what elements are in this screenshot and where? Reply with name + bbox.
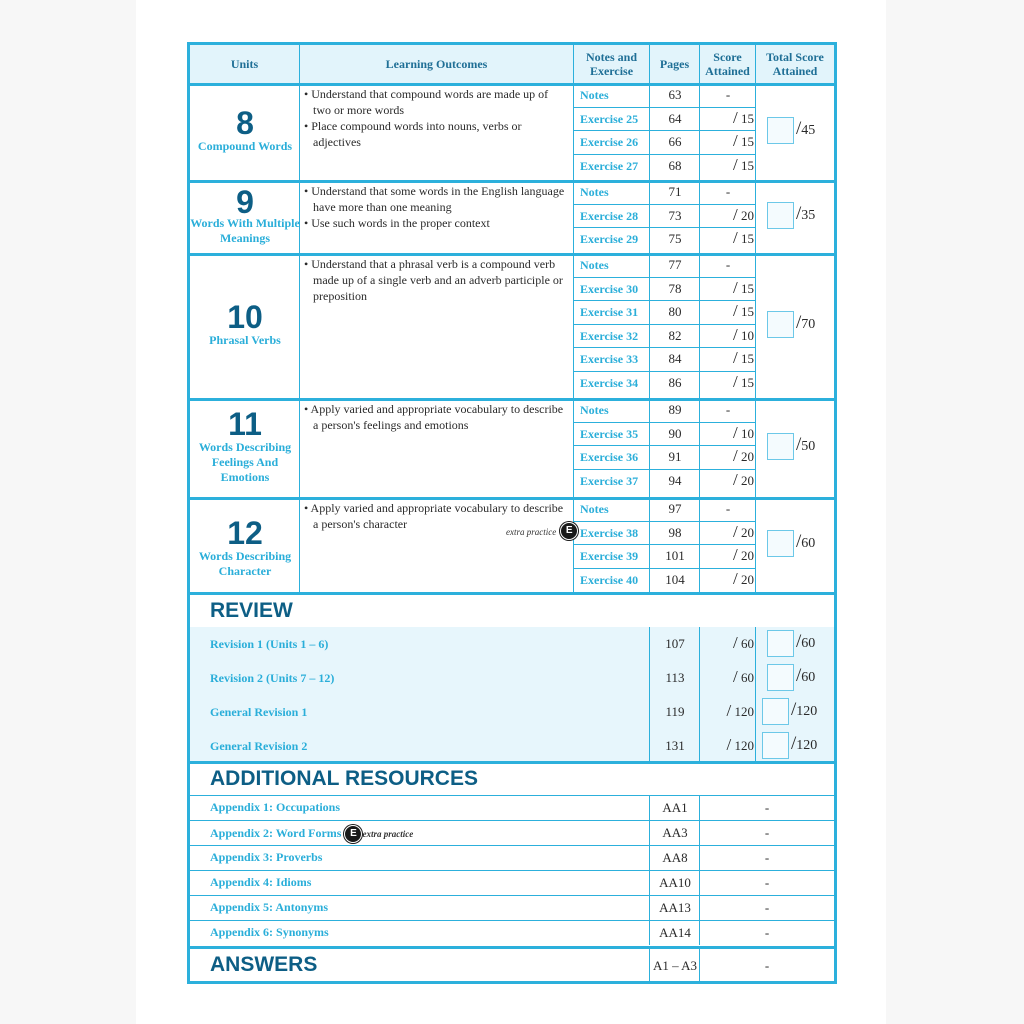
score-max: 60 (741, 670, 754, 685)
score-dash: - (764, 900, 770, 915)
total-score: /60 (796, 531, 816, 552)
page-number: 84 (668, 351, 682, 366)
score-out-of: / 15 (733, 277, 754, 297)
appendix-label: Appendix 4: Idioms (210, 875, 312, 889)
page-number: 71 (668, 184, 682, 199)
total-score-box[interactable] (762, 698, 789, 725)
score-max: 15 (741, 374, 754, 390)
page-number: 98 (668, 524, 682, 540)
page-number: 107 (665, 636, 685, 651)
score-max: 15 (741, 351, 754, 366)
page-number: 78 (668, 280, 682, 296)
extra-practice-text: extra practice (362, 828, 414, 839)
outcome-text: Understand that a phrasal verb is a compound verb made up of a single verb and an adverb participle or preposition (311, 257, 563, 303)
score-out-of: / 20 (733, 568, 754, 588)
outcome-item: • Use such words in the proper context (304, 216, 490, 230)
appendix-row (190, 845, 834, 870)
page-number: AA13 (659, 900, 691, 915)
score-max: 20 (741, 472, 754, 488)
unit-block (190, 180, 834, 253)
page-number: 75 (668, 231, 682, 246)
score-max: 120 (734, 704, 754, 719)
score-dash: - (725, 501, 731, 516)
appendix-row (190, 820, 834, 845)
appendix-item[interactable] (210, 875, 311, 890)
header-units: Units (190, 45, 300, 83)
outcome-text: Place compound words into nouns, verbs or adjectives (311, 119, 522, 149)
extra-practice-text: extra practice (506, 527, 557, 537)
outcome-item: • Apply varied and appropriate vocabulary to describe a person's character (304, 501, 564, 531)
total-max: 45 (801, 123, 816, 138)
score-out-of: / 10 (733, 324, 754, 344)
answers-score: - (764, 958, 770, 973)
appendix-row (190, 895, 834, 920)
extra-practice-icon: E (344, 825, 362, 843)
score-dash: - (764, 825, 770, 840)
unit-number: 11 (228, 406, 262, 442)
score-out-of: / 15 (733, 228, 754, 247)
page-number: AA8 (662, 850, 688, 865)
outcome-text: Use such words in the proper context (311, 216, 490, 230)
appendix-item[interactable] (210, 825, 413, 843)
review-row (190, 661, 834, 695)
score-dash: - (764, 850, 770, 865)
notes-exercise-label: Notes (580, 403, 609, 417)
unit-title: Compound Words (197, 139, 293, 153)
appendix-label: Appendix 3: Proverbs (210, 850, 323, 864)
score-dash: - (764, 925, 770, 940)
review-label: General Revision 2 (210, 739, 308, 753)
total-score-box[interactable] (767, 630, 794, 657)
page-number: 131 (665, 738, 685, 753)
total-score-box[interactable] (767, 530, 794, 557)
page-number: 89 (668, 402, 682, 417)
appendix-label: Appendix 5: Antonyms (210, 900, 329, 914)
page-number: 82 (668, 327, 682, 343)
page-number: AA3 (662, 825, 688, 840)
page-number: AA1 (662, 800, 688, 815)
header-total-score: Total Score Attained (766, 50, 824, 78)
score-out-of: / 15 (733, 154, 754, 174)
total-max: 60 (801, 636, 816, 651)
notes-exercise-label: Exercise 35 (580, 426, 639, 441)
page-number: 63 (668, 87, 682, 102)
notes-exercise-label: Exercise 33 (580, 352, 639, 366)
unit-block (190, 398, 834, 497)
total-max: 50 (801, 439, 816, 454)
score-max: 20 (741, 207, 754, 223)
header-notes-exercise: Notes and Exercise (574, 45, 650, 83)
total-max: 120 (796, 704, 818, 719)
total-score: /120 (791, 699, 818, 720)
score-dash: - (764, 875, 770, 890)
extra-practice-badge (506, 522, 578, 540)
score-out-of: / 10 (733, 422, 754, 442)
outcome-item: • Apply varied and appropriate vocabulary to describe a person's feelings and emotions (304, 402, 564, 432)
notes-exercise-label: Exercise 29 (580, 232, 639, 246)
learning-outcomes (304, 401, 566, 433)
appendix-row (190, 920, 834, 945)
total-score-box[interactable] (767, 117, 794, 144)
score-max: 20 (741, 548, 754, 563)
page-number: 80 (668, 304, 682, 319)
total-score-box[interactable] (762, 732, 789, 759)
outcome-text: Apply varied and appropriate vocabulary to describe a person's character (310, 501, 564, 531)
extra-practice-icon: E (560, 522, 578, 540)
notes-exercise-label: Exercise 25 (580, 111, 639, 126)
review-row (190, 729, 834, 763)
unit-title: Words Describing Character (198, 549, 292, 578)
additional-heading-row (190, 764, 834, 795)
score-max: 15 (741, 231, 754, 246)
total-score: /45 (796, 118, 816, 139)
total-max: 60 (801, 670, 816, 685)
unit-block (190, 497, 834, 592)
notes-exercise-label: Notes (580, 258, 609, 272)
notes-exercise-label: Notes (580, 185, 609, 199)
score-max: 20 (741, 571, 754, 587)
additional-heading: ADDITIONAL RESOURCES (210, 767, 478, 790)
header-learning-outcomes: Learning Outcomes (300, 45, 574, 83)
score-out-of: / 20 (733, 545, 754, 564)
score-max: 10 (741, 425, 754, 441)
page-number: 101 (665, 548, 685, 563)
notes-exercise-label: Exercise 27 (580, 158, 639, 173)
outcome-item: • Place compound words into nouns, verbs or adjectives (304, 119, 522, 149)
appendix-label: Appendix 1: Occupations (210, 800, 341, 814)
notes-exercise-label: Exercise 38 (580, 525, 639, 540)
notes-exercise-label: Exercise 37 (580, 473, 639, 488)
appendix-label: Appendix 2: Word Forms (210, 825, 342, 840)
page-number: 113 (665, 670, 685, 685)
score-out-of: / 15 (733, 131, 754, 150)
notes-exercise-label: Notes (580, 88, 609, 102)
total-max: 120 (796, 738, 818, 753)
page-number: 77 (668, 257, 682, 272)
review-heading-row (190, 595, 834, 627)
page-number: 119 (665, 704, 685, 719)
score-max: 15 (741, 280, 754, 296)
score-out-of: / 60 (733, 667, 754, 686)
score-max: 15 (741, 157, 754, 173)
appendix-label: Appendix 6: Synonyms (210, 925, 329, 939)
page-number: 73 (668, 207, 682, 223)
score-max: 10 (741, 327, 754, 343)
total-score: /60 (796, 665, 816, 686)
total-score: /50 (796, 434, 816, 455)
learning-outcomes (304, 86, 566, 150)
score-out-of: / 120 (726, 701, 754, 720)
total-max: 35 (801, 208, 816, 223)
unit-block (190, 83, 834, 180)
outcome-text: Understand that some words in the English language have more than one meaning (311, 184, 565, 214)
answers-pages: A1 – A3 (652, 958, 698, 973)
learning-outcomes (304, 256, 566, 304)
page-number: 66 (668, 134, 682, 149)
page-number: AA14 (659, 925, 691, 940)
unit-title: Phrasal Verbs (209, 333, 281, 347)
score-max: 20 (741, 524, 754, 540)
review-row (190, 695, 834, 729)
notes-exercise-label: Notes (580, 502, 609, 516)
header-pages: Pages (650, 45, 700, 83)
appendix-item[interactable] (210, 800, 340, 815)
notes-exercise-label: Exercise 26 (580, 135, 639, 149)
score-out-of: / 15 (733, 371, 754, 391)
unit-number: 12 (227, 515, 263, 551)
page-number: 97 (668, 501, 682, 516)
score-max: 15 (741, 134, 754, 149)
score-dash: - (764, 800, 770, 815)
score-out-of: / 120 (726, 735, 754, 754)
outcome-item: • Understand that compound words are made up of two or more words (304, 87, 549, 117)
unit-number: 10 (227, 299, 263, 335)
appendix-row (190, 870, 834, 895)
answers-heading: ANSWERS (210, 953, 318, 976)
score-out-of: / 60 (733, 633, 754, 652)
total-score-box[interactable] (767, 202, 794, 229)
score-max: 20 (741, 449, 754, 464)
unit-title: Words Describing Feelings And Emotions (198, 440, 292, 484)
score-out-of: / 20 (733, 469, 754, 489)
score-dash: - (725, 184, 731, 199)
page-number: AA10 (659, 875, 691, 890)
page-number: 68 (668, 157, 682, 173)
answers-label-cell (190, 949, 650, 981)
page-number: 91 (668, 449, 682, 464)
unit-block (190, 253, 834, 398)
notes-exercise-label: Exercise 30 (580, 281, 639, 296)
notes-exercise-label: Exercise 40 (580, 572, 639, 587)
total-score-box[interactable] (767, 433, 794, 460)
score-out-of: / 15 (733, 107, 754, 127)
score-dash: - (725, 402, 731, 417)
total-score: /120 (791, 733, 818, 754)
review-row (190, 627, 834, 661)
page-number: 86 (668, 374, 682, 390)
total-score: /35 (796, 203, 816, 224)
score-dash: - (725, 257, 731, 272)
appendix-item[interactable] (210, 850, 322, 865)
review-label: Revision 1 (Units 1 – 6) (210, 637, 329, 651)
total-score-box[interactable] (767, 664, 794, 691)
score-max: 120 (734, 738, 754, 753)
score-max: 15 (741, 110, 754, 126)
outcome-item: • Understand that some words in the English language have more than one meaning (304, 184, 565, 214)
page-number: 94 (668, 472, 682, 488)
header-score: Score Attained (700, 45, 756, 83)
notes-exercise-label: Exercise 34 (580, 375, 639, 390)
appendix-item[interactable] (210, 900, 328, 915)
outcome-text: Understand that compound words are made up of two or more words (311, 87, 549, 117)
outcome-text: Apply varied and appropriate vocabulary to describe a person's feelings and emotions (310, 402, 564, 432)
notes-exercise-label: Exercise 36 (580, 450, 639, 464)
appendix-item[interactable] (210, 925, 329, 940)
score-out-of: / 20 (733, 446, 754, 465)
notes-exercise-label: Exercise 32 (580, 328, 639, 343)
outcome-item: • Understand that a phrasal verb is a compound verb made up of a single verb and an adverb participle or preposition (304, 257, 563, 303)
review-heading: REVIEW (210, 599, 293, 622)
score-out-of: / 20 (733, 204, 754, 224)
page-number: 104 (665, 571, 685, 587)
notes-exercise-label: Exercise 28 (580, 208, 639, 223)
review-label: General Revision 1 (210, 705, 308, 719)
total-score: /60 (796, 631, 816, 652)
contents-table (187, 42, 837, 984)
review-label: Revision 2 (Units 7 – 12) (210, 671, 335, 685)
unit-number: 9 (236, 184, 254, 220)
answers-row (190, 949, 834, 981)
total-score-box[interactable] (767, 311, 794, 338)
total-max: 60 (801, 536, 816, 551)
score-out-of: / 15 (733, 301, 754, 320)
score-out-of: / 20 (733, 521, 754, 541)
page-number: 90 (668, 425, 682, 441)
notes-exercise-label: Exercise 39 (580, 549, 639, 563)
score-out-of: / 15 (733, 348, 754, 367)
score-max: 15 (741, 304, 754, 319)
unit-number: 8 (236, 105, 254, 141)
score-dash: - (725, 87, 731, 102)
total-max: 70 (801, 317, 816, 332)
learning-outcomes (304, 183, 566, 231)
unit-title: Words With Multiple Meanings (190, 216, 300, 245)
total-score: /70 (796, 312, 816, 333)
table-header (190, 45, 834, 83)
appendix-row (190, 795, 834, 820)
notes-exercise-label: Exercise 31 (580, 305, 639, 319)
page-number: 64 (668, 110, 682, 126)
score-max: 60 (741, 636, 754, 651)
